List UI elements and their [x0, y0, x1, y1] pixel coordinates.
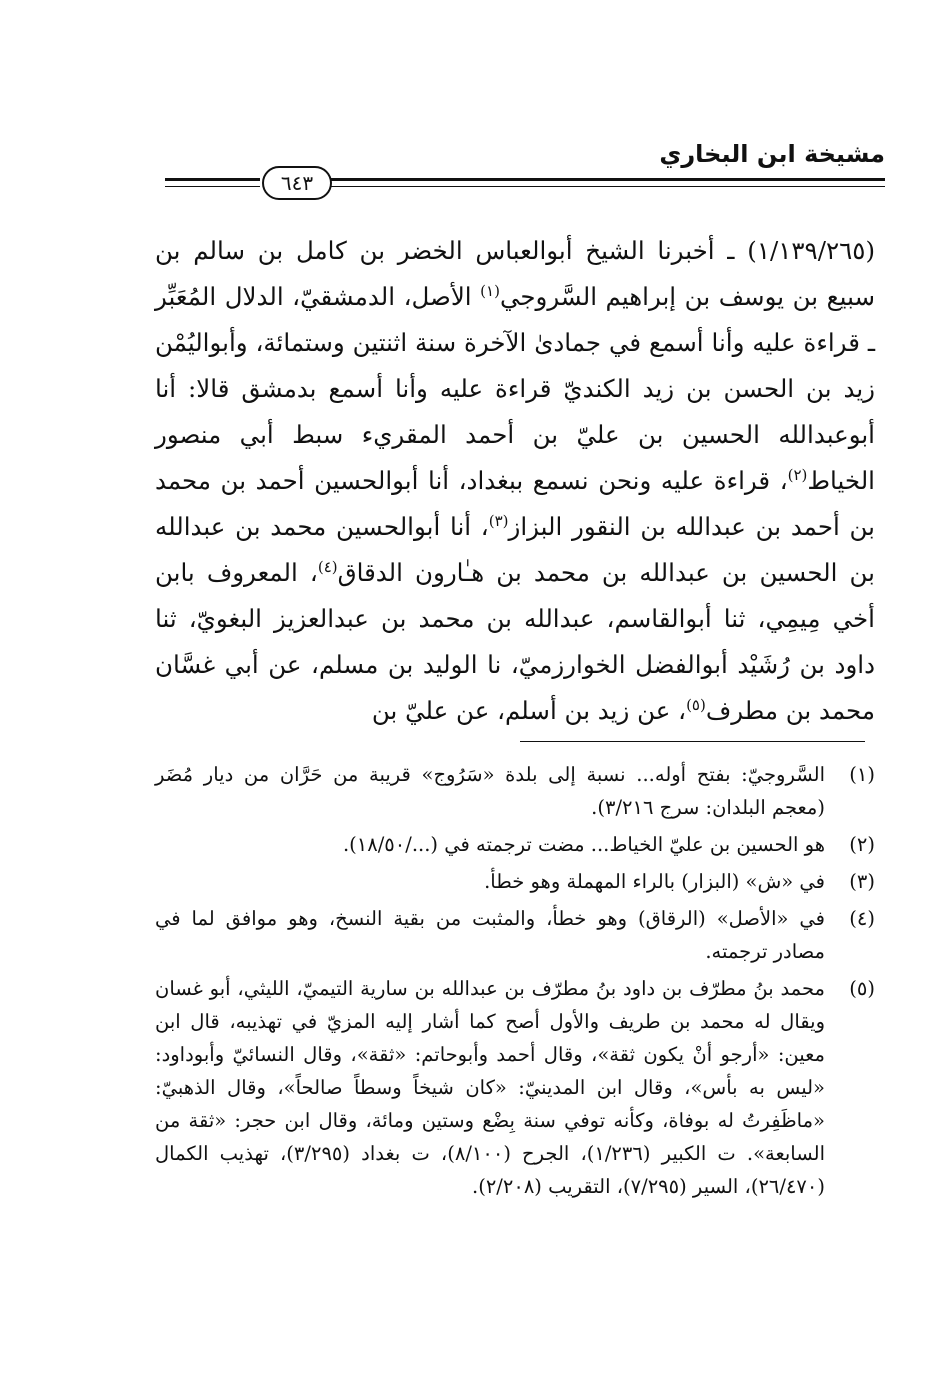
footnote-number: (٣)	[849, 870, 875, 893]
footnote-ref-3[interactable]: (٣)	[488, 511, 509, 530]
footnote-ref-1[interactable]: (١)	[480, 281, 500, 300]
footnote-text: محمد بنُ مطرّف بن داود بنُ مطرّف بن عبدالله بن سارية التيميّ، الليثي، أبو غسان ويقال له محمد بن طريف والأول أصح كما أشار إليه المزيّ في تهذيبه، قال ابن معين: «أرجو أنْ يكون ثقة»، وقال أحمد وأبوحاتم: «ثقة»، وقال النسائيّ وأبوداود: «ليس به بأس»، وقال ابن المدينيّ: «كان شيخاً وسطاً صالحاً»، وقال الذهبيّ: «ماظَفِرتُ له بوفاة، وكأنه توفي سنة بِضْع وستين ومائة، وقال ابن حجر: «ثقة من السابعة». ت الكبير (١/٢٣٦)، الجرح (٨/١٠٠)، ت بغداد (٣/٢٩٥)، تهذيب الكمال (٢٦/٤٧٠)، السير (٧/٢٩٥)، التقريب (٢/٢٠٨).	[155, 977, 825, 1198]
footnotes	[155, 758, 875, 1207]
main-text-segment: ، المعروف بابن أخي مِيمِي، ثنا أبوالقاسم، عبدالله بن محمد بن عبدالعزيز البغويّ، ثنا داود بن رُشَيْد أبوالفضل الخوارزميّ، نا الوليد بن مسلم، عن أبي غسَّان محمد بن مطرف	[155, 558, 875, 725]
header-rule-left-thick	[165, 178, 260, 181]
footnote-number: (٥)	[849, 977, 875, 1000]
footnote	[155, 865, 875, 898]
main-text	[155, 228, 875, 734]
footnote-number: (١)	[849, 763, 875, 786]
page-number: ٦٤٣	[262, 166, 332, 200]
main-text-segment: الأصل، الدمشقيّ، الدلال المُعَبِّر ـ قراءة عليه وأنا أسمع في جمادىٰ الآخرة سنة اثنتين وستمائة، وأبواليُمْن زيد بن الحسن بن زيد الكنديّ قراءة عليه وأنا أسمع بدمشق قالا: أنا أبوعبدالله الحسين بن عليّ بن أحمد المقريء سبط أبي منصور الخياط	[155, 282, 875, 495]
footnote-text: في «ش» (البزار) بالراء المهملة وهو خطأ.	[484, 870, 825, 893]
footnote	[155, 828, 875, 861]
footnote-number: (٤)	[849, 907, 875, 930]
footnote-ref-4[interactable]: (٤)	[317, 557, 338, 576]
footnote-text: في «الأصل» (الرقاق) وهو خطأ، والمثبت من بقية النسخ، وهو موافق لما في مصادر ترجمته.	[155, 907, 825, 963]
footnote-separator	[520, 741, 865, 742]
footnote-ref-2[interactable]: (٢)	[787, 465, 808, 484]
main-text-segment: ، أنا أبوالحسين محمد بن عبدالله بن الحسين بن عبدالله بن محمد بن هـٰارون الدقاق	[155, 512, 875, 587]
footnote	[155, 758, 875, 824]
header-rule-thick	[330, 178, 885, 181]
footnote-text: هو الحسين بن عليّ الخياط... مضت ترجمته في (.../١٨/٥٠).	[342, 833, 825, 856]
footnote	[155, 972, 875, 1203]
main-text-segment: ، عن زيد بن أسلم، عن عليّ بن	[371, 696, 687, 725]
header-rule-left-thin	[165, 186, 260, 187]
main-text-segment: (١/١٣٩/٢٦٥) ـ أخبرنا الشيخ أبوالعباس الخضر بن كامل بن سالم بن سبيع بن يوسف بن إبراهيم السَّروجي	[155, 236, 875, 311]
footnote	[155, 902, 875, 968]
header-rule-thin	[330, 186, 885, 187]
footnote-number: (٢)	[849, 833, 875, 856]
running-header-title: مشيخة ابن البخاري	[659, 140, 885, 168]
footnote-text: السَّروجيّ: بفتح أوله... نسبة إلى بلدة «سَرُوج» قريبة من حَرَّان من ديار مُضَر (معجم البلدان: سرج ٣/٢١٦).	[155, 763, 825, 819]
footnote-ref-5[interactable]: (٥)	[686, 695, 706, 714]
main-paragraph	[155, 228, 875, 734]
main-text-segment: ، قراءة عليه ونحن نسمع ببغداد، أنا أبوالحسين أحمد بن محمد بن أحمد بن عبدالله بن النقور البزاز	[155, 466, 875, 541]
